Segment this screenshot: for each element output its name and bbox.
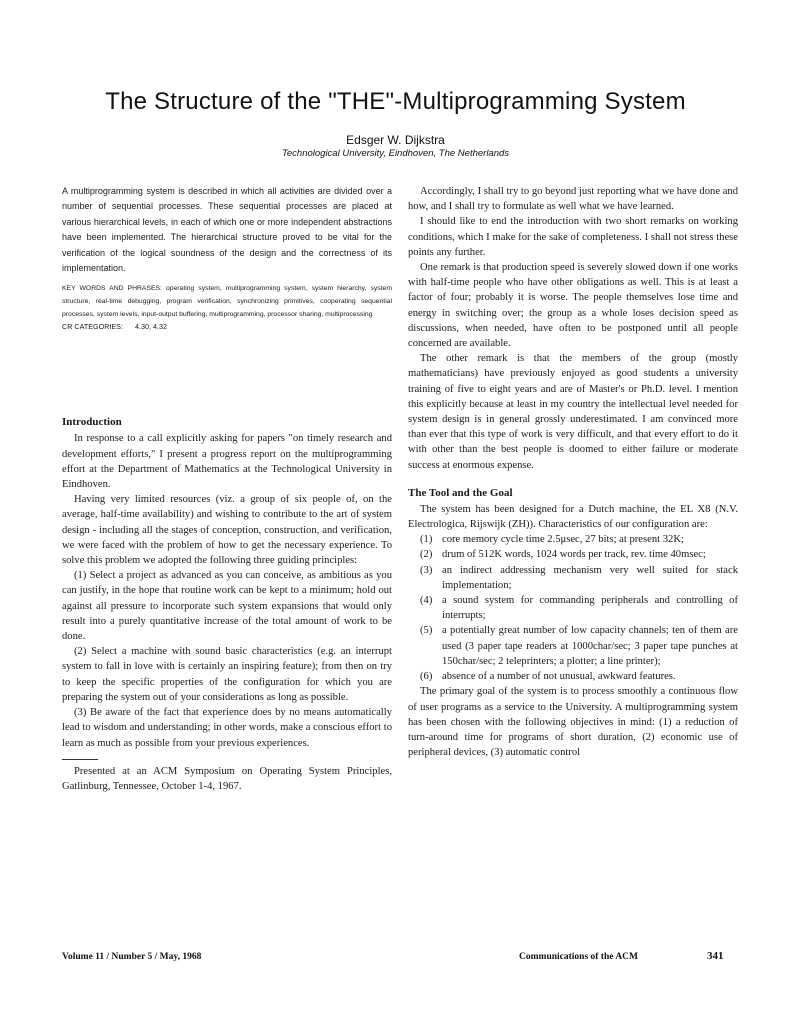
cr-label: CR CATEGORIES: [62, 322, 123, 332]
tool-goal-heading: The Tool and the Goal [408, 486, 513, 499]
configuration-list [408, 532, 738, 684]
principle-1: (1) Select a project as advanced as you can conceive, as ambitious as you can justify, in the hope that routine work can be kept to a minimum; hold out against all pressure to incorporate such system expansions that would only result into a purely quantitative increase of the total amount of work to be done. [62, 570, 392, 643]
config-item: (2) drum of 512K words, 1024 words per track, rev. time 40msec; [420, 549, 706, 561]
right-paragraph-4: The other remark is that the members of the group (mostly mathematicians) have previously enjoyed as good students a university training of five to eight years and are of Master's or Ph.D. level. I mention this explicitly because at least in my country the intellectual level needed for system design is in general grossly underestimated. I am convinced more than ever that this type of work is very difficult, and that every effort to do it with other than the best people is doomed to either failure or moderate success at enormous expense. [408, 353, 738, 471]
intro-paragraph-2: Having very limited resources (viz. a group of six people of, on the average, half-time availability) and wishing to contribute to the art of system design - including all the stages of conception, construction, and verification, we were faced with the problem of how to get the necessary experience. To solve this problem we adopted the following three guiding principles: [62, 494, 392, 567]
footnote: Presented at an ACM Symposium on Operating System Principles, Gatlinburg, Tennessee, October 1-4, 1967. [62, 765, 392, 792]
config-item: (3) an indirect addressing mechanism very well suited for stack implementation; [420, 564, 738, 591]
right-column [408, 184, 738, 760]
author-name: Edsger W. Dijkstra [346, 133, 445, 147]
config-item: (6) absence of a number of not unusual, awkward features. [420, 671, 676, 683]
abstract: A multiprogramming system is described in which all activities are divided over a number of sequential processes. These sequential processes are placed at various hierarchical levels, in each of which one or more independent abstractions have been implemented. The hierarchical structure proved to be vital for the verification of the logical soundness of the design and the correctness of its implementation. [62, 186, 392, 274]
footer-volume: Volume 11 / Number 5 / May, 1968 [62, 952, 202, 962]
principle-3: (3) Be aware of the fact that experience does by no means automatically lead to wisdom and understanding; in other words, make a conscious effort to learn as much as possible from your previous experiences. [62, 707, 392, 749]
tool-intro: The system has been designed for a Dutch machine, the EL X8 (N.V. Electrologica, Rijswijk (ZH)). Characteristics of our configuration are: [408, 503, 738, 531]
paper-title: The Structure of the "THE"-Multiprogramming System [105, 88, 686, 115]
config-item: (4) a sound system for commanding peripherals and controlling of interrupts; [420, 595, 738, 622]
page-number: 341 [707, 950, 724, 962]
keywords-list: operating system, multiprogramming system, system hierarchy, system structure, real-time debugging, program verification, synchronizing primitives, cooperating sequential processes, system levels, input-output buffering, multiprogramming, processor sharing, multiprocessing [62, 285, 392, 319]
config-item: (1) core memory cycle time 2.5μsec, 27 bits; at present 32K; [420, 534, 684, 546]
cr-values: 4.30, 4.32 [134, 322, 167, 332]
keywords-label: KEY WORDS AND PHRASES: [62, 285, 162, 293]
right-paragraph-2: I should like to end the introduction with two short remarks on working conditions, which I make for the sake of completeness. I shall not stress these points any further. [408, 216, 738, 258]
keywords [62, 282, 392, 321]
footer-journal: Communications of the ACM [519, 952, 639, 962]
cr-categories [62, 321, 392, 333]
author-affiliation: Technological University, Eindhoven, The Netherlands [281, 148, 510, 159]
config-item: (5) a potentially great number of low capacity channels; ten of them are used (3 paper tape readers at 1000char/sec; 3 paper tape punches at 150char/sec; 2 teleprinters; a plotter; a line printer); [420, 625, 738, 667]
footnote-rule [62, 759, 98, 760]
intro-paragraph-1: In response to a call explicitly asking for papers "on timely research and development efforts," I present a progress report on the multiprogramming effort at the Department of Mathematics at the Technological University in Eindhoven. [62, 433, 392, 491]
left-column [62, 184, 392, 794]
introduction-heading: Introduction [62, 416, 122, 429]
principle-2: (2) Select a machine with sound basic characteristics (e.g. an interrupt system to fall in love with is certainly an inspiring feature); from then on try to keep the specific properties of the configuration for which you are preparing the system out of your considerations as long as possible. [62, 646, 392, 703]
goal-paragraph: The primary goal of the system is to process smoothly a continuous flow of user programs as a service to the University. A multiprogramming system has been chosen with the following objectives in mind: (1) a reduction of turn-around time for programs of short duration, (2) economic use of peripheral devices, (3) automatic control [408, 686, 738, 759]
right-paragraph-1: Accordingly, I shall try to go beyond just reporting what we have done and how, and I shall try to formulate as well what we have learned. [408, 186, 738, 213]
right-paragraph-3: One remark is that production speed is severely slowed down if one works with half-time people who have other obligations as well. This is at least a factor of four; probably it is worse. The people themselves lose time and energy in switching over; the group as a whole loses decision speed as discussions, when needed, have often to be postponed until all people concerned are available. [408, 262, 738, 350]
introduction-section [62, 416, 392, 794]
